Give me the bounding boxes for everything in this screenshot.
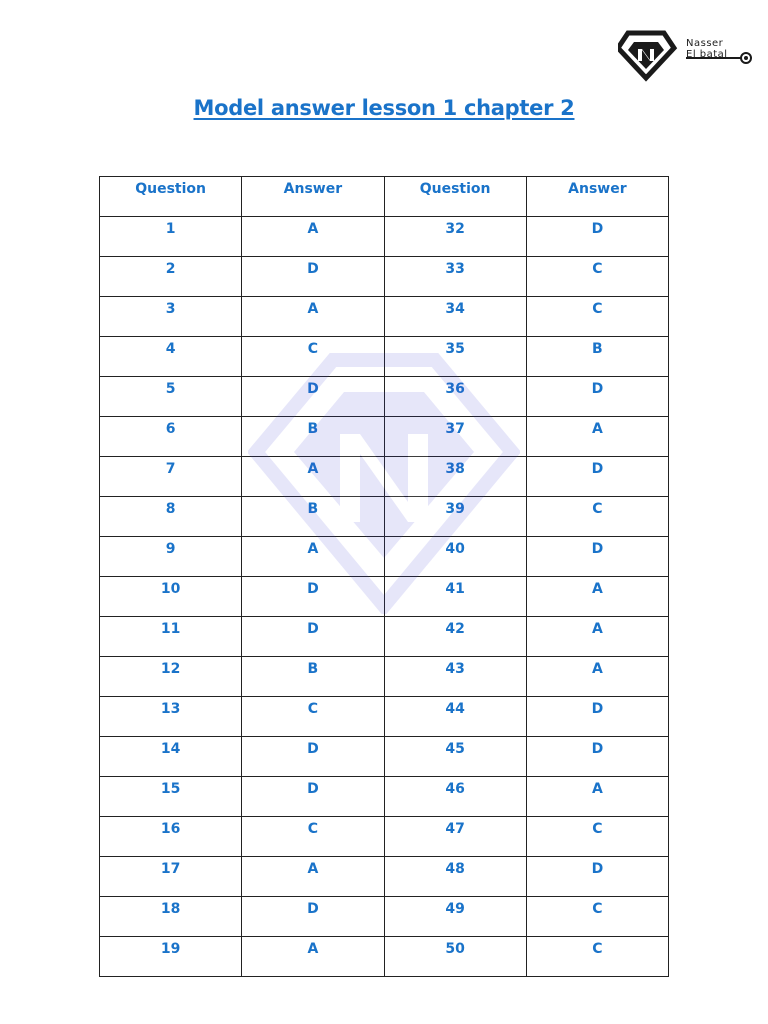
table-row (100, 577, 669, 617)
question-right-cell: 41 (384, 577, 526, 617)
question-left-cell: 19 (100, 937, 242, 977)
table-row (100, 777, 669, 817)
brand-name-line1: Nasser (686, 38, 724, 49)
question-left-cell: 6 (100, 417, 242, 457)
question-left-cell: 5 (100, 377, 242, 417)
question-right-cell: 39 (384, 497, 526, 537)
answer-right-cell: A (526, 657, 668, 697)
answer-right-cell: A (526, 577, 668, 617)
answer-left-cell: B (242, 417, 384, 457)
question-right-cell: 45 (384, 737, 526, 777)
answer-left-cell: B (242, 497, 384, 537)
question-left-cell: 11 (100, 617, 242, 657)
question-left-cell: 4 (100, 337, 242, 377)
table-row (100, 937, 669, 977)
question-left-cell: 12 (100, 657, 242, 697)
table-row (100, 497, 669, 537)
question-left-cell: 13 (100, 697, 242, 737)
table-row (100, 857, 669, 897)
header-answer-1: Answer (242, 177, 384, 217)
answer-right-cell: A (526, 417, 668, 457)
question-left-cell: 14 (100, 737, 242, 777)
table-row (100, 737, 669, 777)
answer-left-cell: D (242, 897, 384, 937)
brand-name-line2: El batal (686, 49, 728, 60)
answer-left-cell: D (242, 737, 384, 777)
answer-right-cell: B (526, 337, 668, 377)
table-row (100, 537, 669, 577)
answer-left-cell: A (242, 537, 384, 577)
table-row (100, 897, 669, 937)
answer-right-cell: D (526, 697, 668, 737)
question-right-cell: 50 (384, 937, 526, 977)
answer-left-cell: A (242, 937, 384, 977)
answer-right-cell: D (526, 457, 668, 497)
question-right-cell: 32 (384, 217, 526, 257)
header-answer-2: Answer (526, 177, 668, 217)
question-right-cell: 37 (384, 417, 526, 457)
answer-right-cell: A (526, 777, 668, 817)
question-left-cell: 15 (100, 777, 242, 817)
question-left-cell: 17 (100, 857, 242, 897)
question-left-cell: 9 (100, 537, 242, 577)
answer-right-cell: C (526, 817, 668, 857)
table-row (100, 257, 669, 297)
question-right-cell: 43 (384, 657, 526, 697)
brand-name (686, 38, 728, 60)
header-question-2: Question (384, 177, 526, 217)
question-right-cell: 47 (384, 817, 526, 857)
table-row (100, 337, 669, 377)
answer-table (99, 176, 669, 977)
question-left-cell: 8 (100, 497, 242, 537)
answer-left-cell: D (242, 257, 384, 297)
answer-right-cell: D (526, 217, 668, 257)
question-left-cell: 1 (100, 217, 242, 257)
question-right-cell: 35 (384, 337, 526, 377)
answer-left-cell: D (242, 377, 384, 417)
question-right-cell: 33 (384, 257, 526, 297)
table-row (100, 217, 669, 257)
question-right-cell: 48 (384, 857, 526, 897)
question-right-cell: 44 (384, 697, 526, 737)
answer-left-cell: C (242, 697, 384, 737)
table-row (100, 617, 669, 657)
question-right-cell: 40 (384, 537, 526, 577)
question-left-cell: 10 (100, 577, 242, 617)
question-left-cell: 16 (100, 817, 242, 857)
answer-right-cell: D (526, 737, 668, 777)
answer-left-cell: B (242, 657, 384, 697)
table-row (100, 697, 669, 737)
answer-left-cell: C (242, 337, 384, 377)
answer-left-cell: A (242, 857, 384, 897)
table-row (100, 297, 669, 337)
question-right-cell: 38 (384, 457, 526, 497)
answer-right-cell: C (526, 497, 668, 537)
table-row (100, 457, 669, 497)
answer-right-cell: C (526, 897, 668, 937)
table-row (100, 377, 669, 417)
answer-right-cell: C (526, 937, 668, 977)
question-right-cell: 34 (384, 297, 526, 337)
header-question-1: Question (100, 177, 242, 217)
question-right-cell: 42 (384, 617, 526, 657)
question-right-cell: 36 (384, 377, 526, 417)
answer-right-cell: C (526, 297, 668, 337)
answer-left-cell: C (242, 817, 384, 857)
question-left-cell: 7 (100, 457, 242, 497)
answer-left-cell: D (242, 617, 384, 657)
table-header-row (100, 177, 669, 217)
answer-left-cell: D (242, 777, 384, 817)
answer-right-cell: A (526, 617, 668, 657)
answer-left-cell: A (242, 457, 384, 497)
question-right-cell: 46 (384, 777, 526, 817)
answer-left-cell: A (242, 297, 384, 337)
answer-right-cell: D (526, 377, 668, 417)
answer-table-body (100, 217, 669, 977)
question-left-cell: 2 (100, 257, 242, 297)
answer-right-cell: D (526, 537, 668, 577)
page-title: Model answer lesson 1 chapter 2 (193, 96, 575, 120)
answer-left-cell: D (242, 577, 384, 617)
table-row (100, 657, 669, 697)
question-left-cell: 18 (100, 897, 242, 937)
table-row (100, 817, 669, 857)
answer-right-cell: D (526, 857, 668, 897)
question-right-cell: 49 (384, 897, 526, 937)
answer-left-cell: A (242, 217, 384, 257)
table-row (100, 417, 669, 457)
answer-right-cell: C (526, 257, 668, 297)
question-left-cell: 3 (100, 297, 242, 337)
